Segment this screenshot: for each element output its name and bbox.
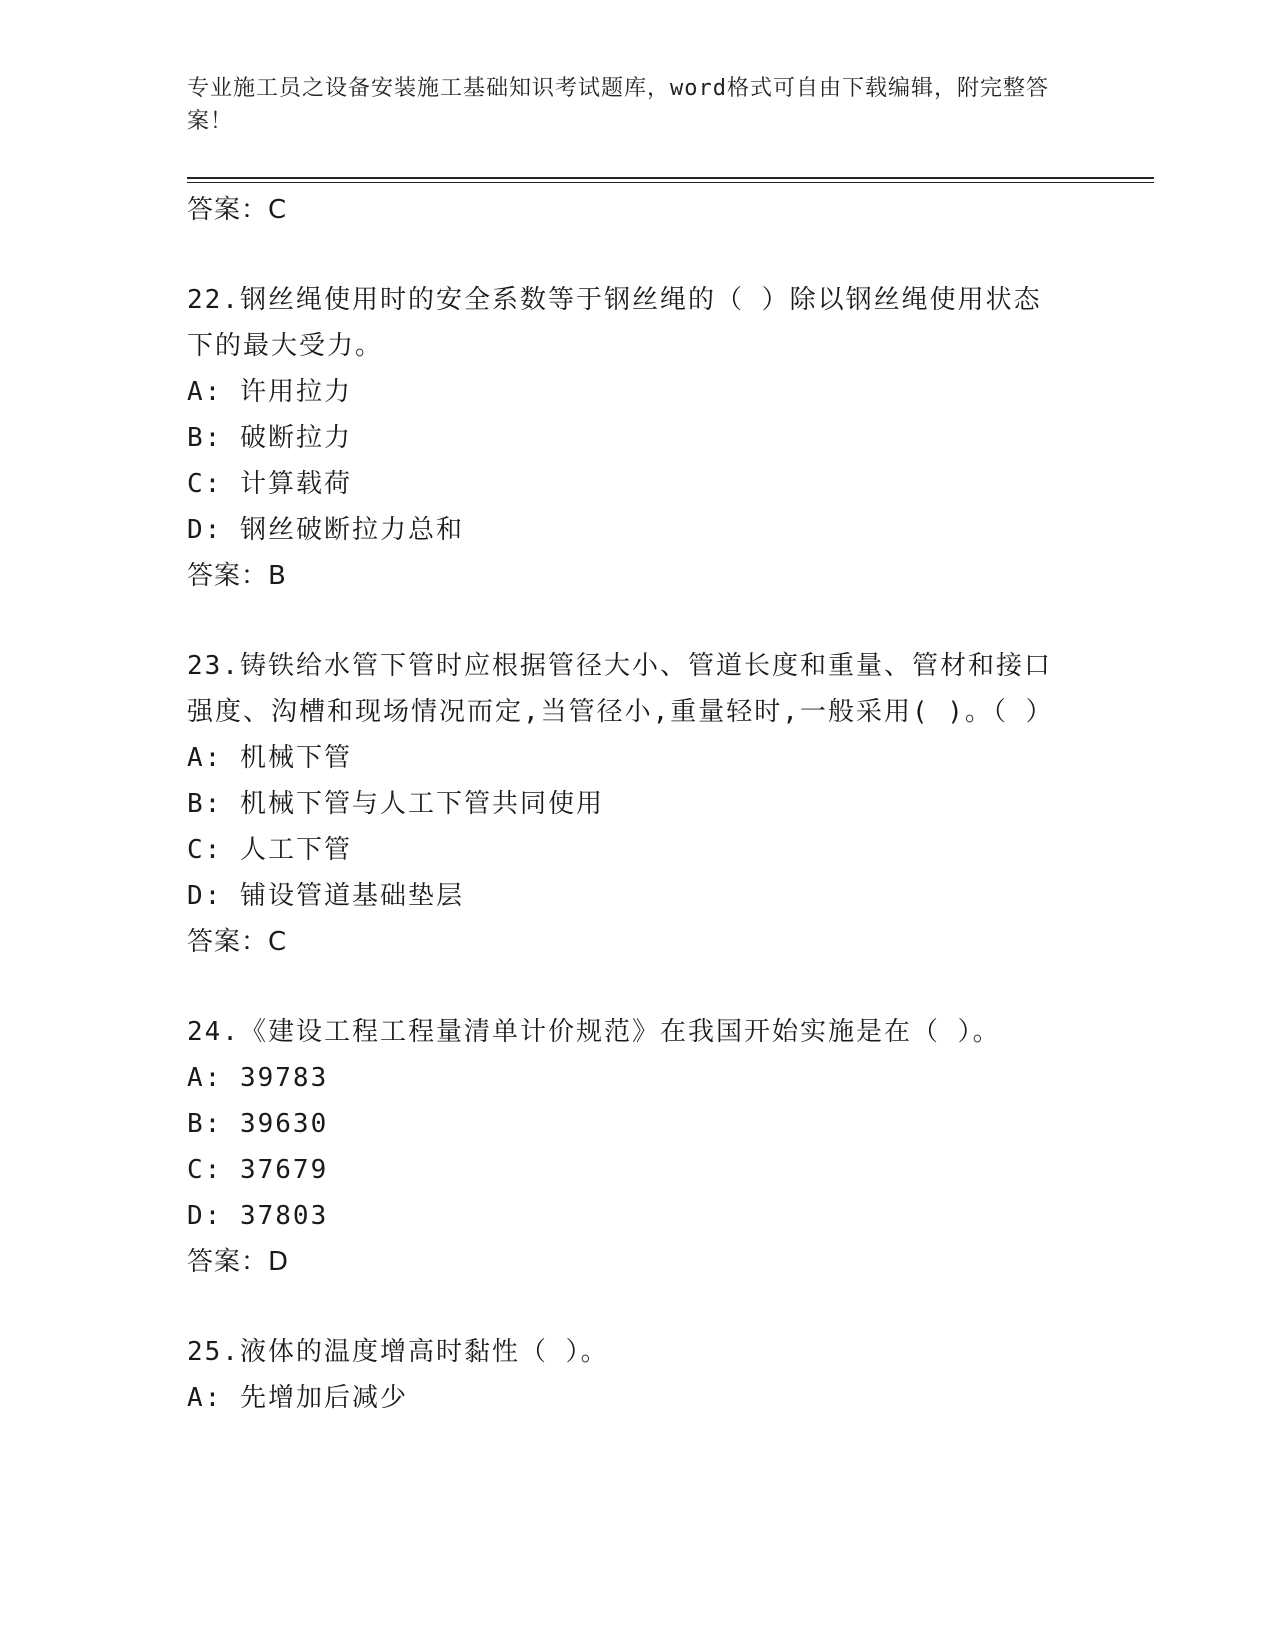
option-c: C: 37679 [187,1155,329,1185]
header-text: 专业施工员之设备安装施工基础知识考试题库，word格式可自由下载编辑，附完整答案！ [187,76,1049,134]
question-22 [187,277,1087,599]
option-a: A: 许用拉力 [187,377,352,407]
question-stem: 24.《建设工程工程量清单计价规范》在我国开始实施是在（ ）。 [187,1017,1001,1047]
answer-line: 答案：B [187,561,287,591]
answer-line: 答案：C [187,927,288,957]
question-list [187,187,1087,1421]
option-d: D: 钢丝破断拉力总和 [187,515,464,545]
header-divider-thin [187,182,1154,183]
question-24 [187,1009,1087,1285]
question-stem: 22.钢丝绳使用时的安全系数等于钢丝绳的（ ）除以钢丝绳使用状态下的最大受力。 [187,285,1042,361]
option-a: A: 机械下管 [187,743,352,773]
answer-line: 答案：D [187,1247,290,1277]
question-stem: 23.铸铁给水管下管时应根据管径大小、管道长度和重量、管材和接口强度、沟槽和现场情况而定,当管径小,重量轻时,一般采用( )。（ ） [187,651,1054,727]
option-a: A: 先增加后减少 [187,1383,408,1413]
option-c: C: 人工下管 [187,835,352,865]
option-d: D: 铺设管道基础垫层 [187,881,464,911]
document-header [187,72,1067,138]
option-a: A: 39783 [187,1063,329,1093]
option-b: B: 机械下管与人工下管共同使用 [187,789,604,819]
header-divider [187,177,1154,179]
option-c: C: 计算载荷 [187,469,352,499]
question-23 [187,643,1087,965]
option-d: D: 37803 [187,1201,329,1231]
answer-line: 答案：C [187,195,288,225]
question-25 [187,1329,1087,1421]
question-stem: 25.液体的温度增高时黏性（ ）。 [187,1337,609,1367]
option-b: B: 39630 [187,1109,329,1139]
option-b: B: 破断拉力 [187,423,352,453]
